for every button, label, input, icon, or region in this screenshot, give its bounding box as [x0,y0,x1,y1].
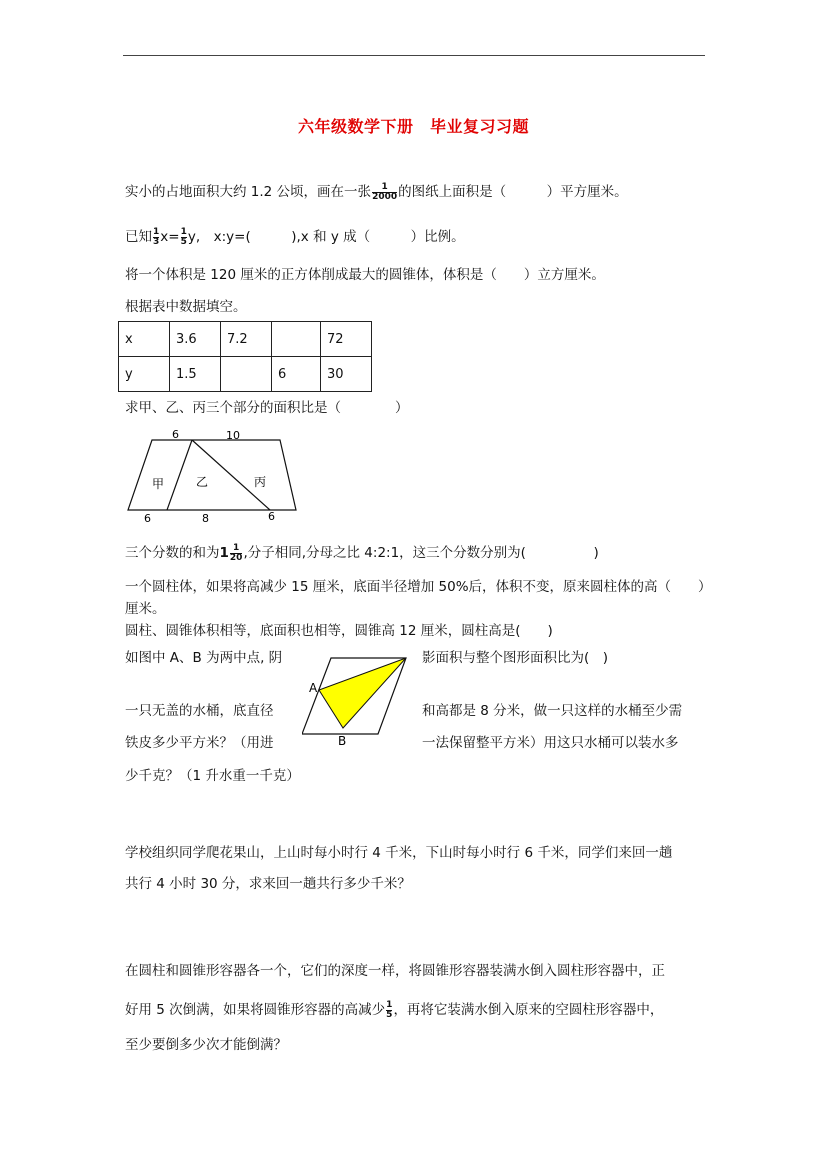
label-bottom-right: 6 [268,510,275,523]
trapezoid-outline [128,440,296,510]
question-11-line-1: 学校组织同学爬花果山，上山时每小时行 4 千米，下山时每小时行 6 千米，同学们来回一趟 [125,845,673,861]
q2-text-pre: 已知 [125,229,152,245]
label-top-left: 6 [172,428,179,441]
table-row [119,357,372,392]
table-cell: 7.2 [221,322,272,357]
fraction-numerator: 1 [153,226,160,237]
table-cell [272,322,321,357]
table-cell: y [119,357,170,392]
question-9-part-2: 影面积与整个图形面积比为( ) [422,650,609,666]
question-5: 求甲、乙、丙三个部分的面积比是（ ） [125,400,409,416]
q2-text-post: y, x:y=( ),x 和 y 成（ ）比例。 [187,229,465,245]
fraction-denominator: 2000 [372,191,398,202]
q12-fraction [386,1001,392,1020]
q2-text-mid: x= [160,229,180,245]
page-title: 六年级数学下册 毕业复习习题 [297,117,529,136]
data-table [118,321,372,392]
label-top-right: 10 [226,429,240,442]
q1-text-pre: 实小的占地面积大约 1.2 公顷，画在一张 [125,184,372,200]
trapezoid-figure [120,426,310,526]
question-9-part-1: 如图中 A、B 为两中点, 阴 [125,650,283,666]
fraction-numerator: 1 [381,181,388,192]
table-cell: 72 [321,322,372,357]
question-6 [125,541,599,563]
question-8: 圆柱、圆锥体积相等，底面积也相等，圆锥高 12 厘米，圆柱高是( ) [125,623,553,639]
table-cell: 6 [272,357,321,392]
question-7-line-1: 一个圆柱体，如果将高减少 15 厘米，底面半径增加 50%后，体积不变，原来圆柱体的高（ ） [125,579,712,595]
question-3: 将一个体积是 120 厘米的正方体削成最大的圆锥体，体积是（ ）立方厘米。 [125,267,605,283]
table-row [119,322,372,357]
q6-fraction [230,544,243,563]
label-point-a: A [309,681,318,695]
question-7-line-2: 厘米。 [125,601,166,617]
label-point-b: B [338,734,347,748]
question-12-line-1: 在圆柱和圆锥形容器各一个，它们的深度一样，将圆锥形容器装满水倒入圆柱形容器中，正 [125,963,665,979]
question-10-part-3: 铁皮多少平方米？（用进 [125,735,274,751]
parallelogram-figure [302,652,432,748]
table-cell: 1.5 [170,357,221,392]
q2-fraction-1 [153,228,159,247]
fraction-numerator: 1 [180,226,187,237]
table-cell: x [119,322,170,357]
question-11-line-2: 共行 4 小时 30 分，求来回一趟共行多少千米？ [125,876,411,892]
q6-text-post: ,分子相同,分母之比 4:2:1，这三个分数分别为( ) [243,545,599,561]
q12-text-post: ，再将它装满水倒入原来的空圆柱形容器中， [393,1002,664,1018]
table-cell: 3.6 [170,322,221,357]
fraction-denominator: 5 [386,1009,393,1020]
question-10-part-5: 少千克？（1 升水重一千克） [125,768,300,784]
q1-text-post: 的图纸上面积是（ ）平方厘米。 [398,184,628,200]
header-rule [123,55,705,56]
label-jia: 甲 [152,477,165,491]
q1-fraction [372,183,397,202]
question-4: 根据表中数据填空。 [125,299,247,315]
question-1 [125,180,628,202]
fraction-denominator: 3 [153,236,160,247]
table-cell: 30 [321,357,372,392]
question-2 [125,225,465,247]
q2-fraction-2 [181,228,187,247]
table-cell [221,357,272,392]
fraction-denominator: 20 [229,552,243,563]
question-12-line-2 [125,998,663,1020]
label-bing: 丙 [254,475,267,489]
mixed-number-whole: 1 [219,545,229,561]
question-10-part-4: 一法保留整平方米）用这只水桶可以装水多 [422,735,679,751]
question-12-line-3: 至少要倒多少次才能倒满？ [125,1037,287,1053]
q12-text-pre: 好用 5 次倒满，如果将圆锥形容器的高减少 [125,1002,386,1018]
label-bottom-left: 6 [144,512,151,525]
q6-text-pre: 三个分数的和为 [125,545,220,561]
label-bottom-mid: 8 [202,512,209,525]
label-yi: 乙 [196,475,209,489]
fraction-numerator: 1 [233,542,240,553]
trapezoid-divider-left [167,440,192,510]
fraction-numerator: 1 [386,999,393,1010]
question-10-part-1: 一只无盖的水桶，底直径 [125,703,274,719]
fraction-denominator: 5 [180,236,187,247]
question-10-part-2: 和高都是 8 分米，做一只这样的水桶至少需 [422,703,683,719]
